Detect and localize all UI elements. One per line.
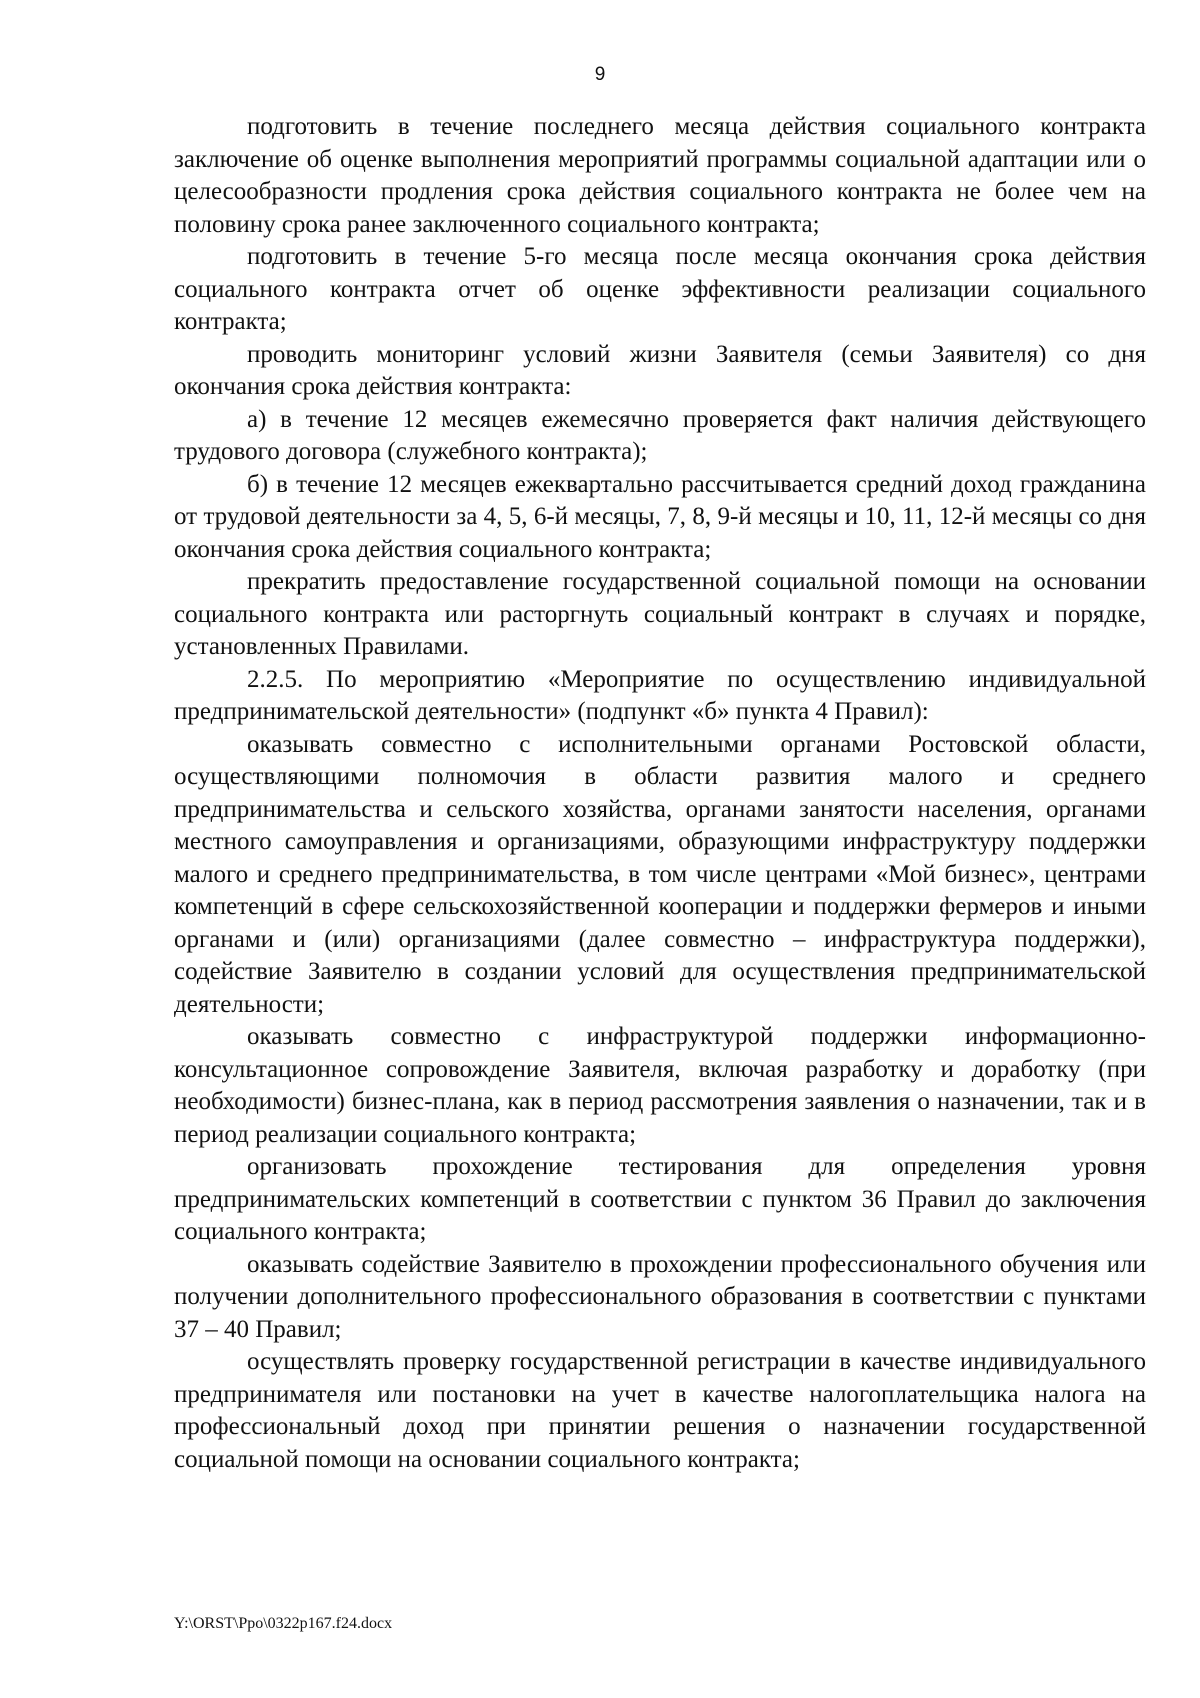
footer-file-path: Y:\ORST\Ppo\0322p167.f24.docx [174, 1615, 393, 1632]
paragraph-monitoring: проводить мониторинг условий жизни Заявителя (семьи Заявителя) со дня окончания срока действия контракта: [174, 340, 1146, 400]
paragraph-testing: организовать прохождение тестирования для определения уровня предпринимательских компетенций в соответствии с пунктом 36 Правил до заключения социального контракта; [174, 1153, 1146, 1245]
paragraph-registration-check: осуществлять проверку государственной регистрации в качестве индивидуального предпринимателя или постановки на учет в качестве налогоплательщика налога на профессиональный доход при принятии решения о назначении государственной социальной помощи на основании социального контракта; [174, 1348, 1146, 1473]
paragraph-support-infrastructure: оказывать совместно с исполнительными органами Ростовской области, осуществляющими полномочия в области развития малого и среднего предпринимательства и сельского хозяйства, органами занятости населения, органами местного самоуправления и организациями, образующими инфраструктуру поддержки малого и среднего предпринимательства, в том числе центрами «Мой бизнес», центрами компетенций в сфере сельскохозяйственной кооперации и поддержки фермеров и иными органами и (или) организациями (далее совместно – инфраструктура поддержки), содействие Заявителю в создании условий для осуществления предпринимательской деятельности; [174, 730, 1146, 1018]
document-body [174, 111, 1146, 1476]
paragraph-consulting-support: оказывать совместно с инфраструктурой поддержки информационно-консультационное сопровождение Заявителя, включая разработку и доработку (при необходимости) бизнес-плана, как в период рассмотрения заявления о назначении, так и в период реализации социального контракта; [174, 1023, 1146, 1148]
paragraph-contract-assessment: подготовить в течение последнего месяца действия социального контракта заключение об оценке выполнения мероприятий программы социальной адаптации или о целесообразности продления срока действия социального контракта не более чем на половину срока ранее заключенного социального контракта; [174, 113, 1146, 238]
paragraph-termination: прекратить предоставление государственной социальной помощи на основании социального контракта или расторгнуть социальный контракт в случаях и порядке, установленных Правилами. [174, 568, 1146, 660]
paragraph-section-2-2-5: 2.2.5. По мероприятию «Мероприятие по осуществлению индивидуальной предпринимательской деятельности» (подпункт «б» пункта 4 Правил): [174, 665, 1146, 725]
paragraph-efficiency-report: подготовить в течение 5-го месяца после месяца окончания срока действия социального контракта отчет об оценке эффективности реализации социального контракта; [174, 243, 1146, 335]
page-number: 9 [594, 64, 606, 85]
paragraph-item-a: а) в течение 12 месяцев ежемесячно проверяется факт наличия действующего трудового договора (служебного контракта); [174, 405, 1146, 465]
paragraph-item-b: б) в течение 12 месяцев ежеквартально рассчитывается средний доход гражданина от трудовой деятельности за 4, 5, 6-й месяцы, 7, 8, 9-й месяцы и 10, 11, 12-й месяцы со дня окончания срока действия социального контракта; [174, 470, 1146, 563]
paragraph-training: оказывать содействие Заявителю в прохождении профессионального обучения или получении дополнительного профессионального образования в соответствии с пунктами 37 – 40 Правил; [174, 1250, 1146, 1343]
